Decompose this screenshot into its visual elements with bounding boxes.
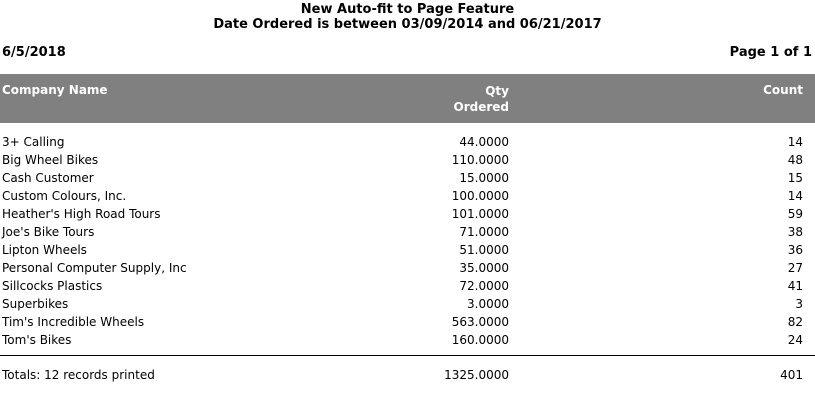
totals-divider xyxy=(0,355,815,356)
table-row xyxy=(0,152,815,170)
table-row xyxy=(0,260,815,278)
count: 14 xyxy=(787,135,803,149)
column-header-count: Count xyxy=(763,83,803,97)
company-name: 3+ Calling xyxy=(2,135,65,149)
table-row xyxy=(0,188,815,206)
company-name: Joe's Bike Tours xyxy=(2,225,95,239)
table-row xyxy=(0,206,815,224)
company-name: Custom Colours, Inc. xyxy=(2,189,127,203)
count: 14 xyxy=(787,189,803,203)
qty-ordered: 100.0000 xyxy=(451,189,509,203)
totals-row xyxy=(0,367,815,385)
qty-ordered: 15.0000 xyxy=(459,171,509,185)
qty-ordered: 563.0000 xyxy=(451,315,509,329)
company-name: Sillcocks Plastics xyxy=(2,279,103,293)
qty-ordered: 71.0000 xyxy=(459,225,509,239)
count: 38 xyxy=(787,225,803,239)
table-row xyxy=(0,134,815,152)
qty-ordered: 72.0000 xyxy=(459,279,509,293)
table-row xyxy=(0,332,815,350)
totals-qty: 1325.0000 xyxy=(444,368,509,382)
table-row xyxy=(0,314,815,332)
company-name: Personal Computer Supply, Inc xyxy=(2,261,187,275)
count: 27 xyxy=(787,261,803,275)
column-header-company: Company Name xyxy=(2,83,108,97)
company-name: Superbikes xyxy=(2,297,69,311)
count: 48 xyxy=(787,153,803,167)
company-name: Tim's Incredible Wheels xyxy=(2,315,145,329)
company-name: Lipton Wheels xyxy=(2,243,87,257)
column-header-qty-line2: Ordered xyxy=(453,100,509,114)
count: 3 xyxy=(795,297,803,311)
qty-ordered: 160.0000 xyxy=(451,333,509,347)
column-header-qty xyxy=(454,83,510,115)
count: 36 xyxy=(787,243,803,257)
qty-ordered: 44.0000 xyxy=(459,135,509,149)
page-indicator: Page 1 of 1 xyxy=(729,45,812,60)
table-row xyxy=(0,224,815,242)
totals-count: 401 xyxy=(780,368,803,382)
totals-label: Totals: 12 records printed xyxy=(2,368,155,382)
table-row xyxy=(0,242,815,260)
report-title: New Auto-fit to Page Feature xyxy=(300,2,515,17)
column-header-bar xyxy=(0,74,815,123)
report-rows xyxy=(0,134,815,350)
qty-ordered: 51.0000 xyxy=(459,243,509,257)
count: 82 xyxy=(787,315,803,329)
table-row xyxy=(0,278,815,296)
count: 41 xyxy=(787,279,803,293)
print-date: 6/5/2018 xyxy=(2,45,66,60)
qty-ordered: 110.0000 xyxy=(451,153,509,167)
count: 59 xyxy=(787,207,803,221)
count: 15 xyxy=(787,171,803,185)
qty-ordered: 101.0000 xyxy=(451,207,509,221)
qty-ordered: 35.0000 xyxy=(459,261,509,275)
table-row xyxy=(0,296,815,314)
company-name: Cash Customer xyxy=(2,171,94,185)
company-name: Heather's High Road Tours xyxy=(2,207,161,221)
qty-ordered: 3.0000 xyxy=(467,297,509,311)
table-row xyxy=(0,170,815,188)
company-name: Tom's Bikes xyxy=(2,333,72,347)
report-subtitle: Date Ordered is between 03/09/2014 and 06/21/2017 xyxy=(213,17,602,32)
column-header-qty-line1: Qty xyxy=(485,84,509,98)
count: 24 xyxy=(787,333,803,347)
company-name: Big Wheel Bikes xyxy=(2,153,99,167)
